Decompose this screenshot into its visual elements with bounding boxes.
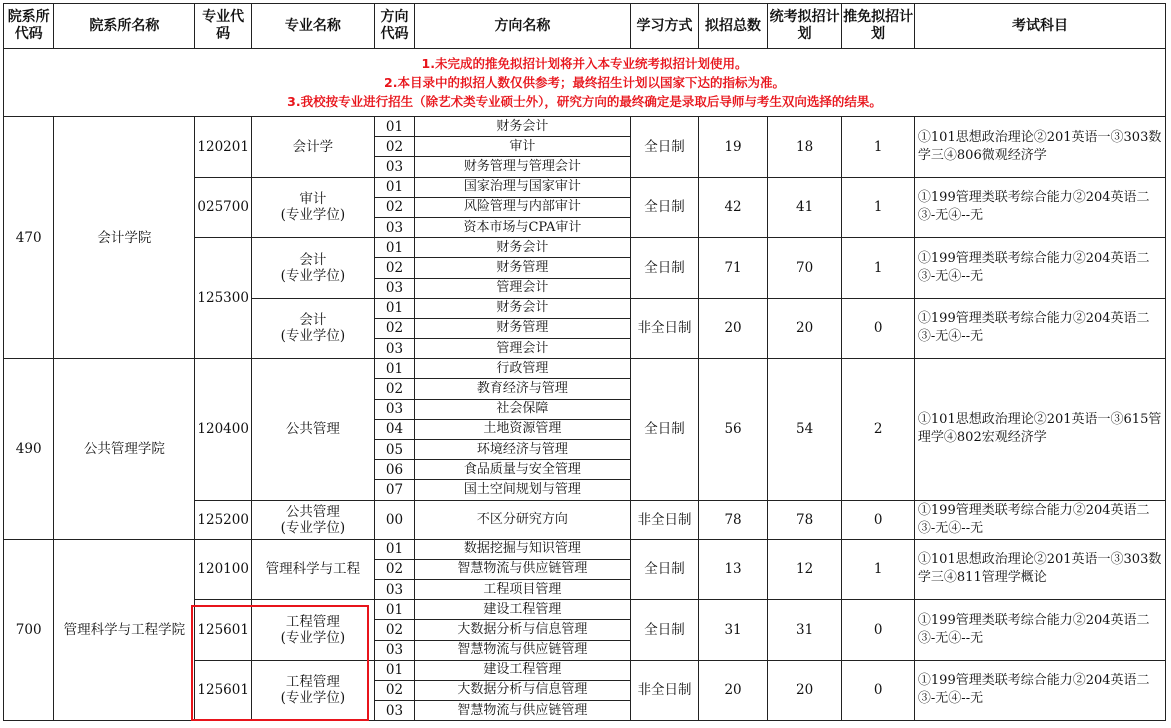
major-name xyxy=(251,117,374,178)
direction-code: 02 xyxy=(374,197,414,217)
direction-code: 01 xyxy=(374,177,414,197)
major-code: 125300 xyxy=(195,238,251,359)
exam-subjects: ①199管理类联考综合能力②204英语二③-无④--无 xyxy=(914,600,1165,661)
cell-text: 会计学 xyxy=(292,138,334,155)
dept-code: 490 xyxy=(4,359,54,539)
header-major-code: 专业代码 xyxy=(195,4,251,49)
major-code: 025700 xyxy=(195,177,251,238)
total-count: 42 xyxy=(699,177,768,238)
direction-name: 大数据分析与信息管理 xyxy=(415,620,631,640)
header-exam-plan: 统考拟招计划 xyxy=(767,4,842,49)
direction-code: 06 xyxy=(374,460,414,480)
direction-code: 03 xyxy=(374,339,414,359)
note-2: 2.本目录中的拟招人数仅供参考；最终招生计划以国家下达的指标为准。 xyxy=(384,75,785,90)
recommend-plan: 1 xyxy=(842,539,915,600)
recommend-plan: 1 xyxy=(842,238,915,299)
direction-name: 财务管理与管理会计 xyxy=(415,157,631,177)
direction-name: 管理会计 xyxy=(415,339,631,359)
direction-code: 03 xyxy=(374,701,414,721)
cell-text: (专业学位) xyxy=(280,207,346,224)
direction-name: 财务会计 xyxy=(415,117,631,137)
direction-name: 智慧物流与供应链管理 xyxy=(415,701,631,721)
cell-text: 公共管理 xyxy=(285,503,340,520)
direction-name: 国家治理与国家审计 xyxy=(415,177,631,197)
direction-code: 01 xyxy=(374,117,414,137)
cell-text: 公共管理 xyxy=(285,421,340,438)
table-row xyxy=(4,359,1166,379)
direction-code: 01 xyxy=(374,298,414,318)
total-count: 20 xyxy=(699,298,768,359)
direction-code: 04 xyxy=(374,419,414,439)
header-dept-code: 院系所代码 xyxy=(4,4,54,49)
study-mode: 全日制 xyxy=(630,539,699,600)
major-name xyxy=(251,539,374,600)
direction-name: 财务管理 xyxy=(415,318,631,338)
exam-plan: 41 xyxy=(767,177,842,238)
cell-text: 工程管理 xyxy=(285,613,340,630)
total-count: 19 xyxy=(699,117,768,178)
direction-name: 环境经济与管理 xyxy=(415,440,631,460)
direction-name: 建设工程管理 xyxy=(415,660,631,680)
exam-plan: 20 xyxy=(767,660,842,721)
major-code: 125601 xyxy=(195,600,251,661)
catalog-table xyxy=(3,3,1166,721)
header-total: 拟招总数 xyxy=(699,4,768,49)
notes-row xyxy=(4,49,1166,117)
direction-code: 02 xyxy=(374,379,414,399)
direction-code: 02 xyxy=(374,620,414,640)
recommend-plan: 0 xyxy=(842,660,915,721)
direction-name: 财务会计 xyxy=(415,238,631,258)
direction-code: 03 xyxy=(374,217,414,237)
exam-plan: 54 xyxy=(767,359,842,500)
recommend-plan: 2 xyxy=(842,359,915,500)
direction-code: 01 xyxy=(374,539,414,559)
notes-cell xyxy=(4,49,1166,117)
cell-text: (专业学位) xyxy=(280,690,346,707)
direction-code: 03 xyxy=(374,579,414,599)
direction-name: 教育经济与管理 xyxy=(415,379,631,399)
direction-name: 工程项目管理 xyxy=(415,579,631,599)
exam-subjects: ①199管理类联考综合能力②204英语二③-无④--无 xyxy=(914,177,1165,238)
exam-plan: 18 xyxy=(767,117,842,178)
exam-subjects: ①101思想政治理论②201英语一③303数学三④811管理学概论 xyxy=(914,539,1165,600)
direction-name: 资本市场与CPA审计 xyxy=(415,217,631,237)
direction-name: 财务会计 xyxy=(415,298,631,318)
major-code: 120100 xyxy=(195,539,251,600)
direction-code: 01 xyxy=(374,359,414,379)
direction-code: 07 xyxy=(374,480,414,500)
total-count: 56 xyxy=(699,359,768,500)
major-name xyxy=(251,660,374,721)
study-mode: 全日制 xyxy=(630,600,699,661)
recommend-plan: 0 xyxy=(842,298,915,359)
cell-text: (专业学位) xyxy=(280,267,346,284)
direction-name: 审计 xyxy=(415,137,631,157)
exam-plan: 70 xyxy=(767,238,842,299)
major-name xyxy=(251,177,374,238)
major-name xyxy=(251,600,374,661)
direction-name: 风险管理与内部审计 xyxy=(415,197,631,217)
major-name xyxy=(251,238,374,299)
exam-subjects: ①101思想政治理论②201英语一③615管理学④802宏观经济学 xyxy=(914,359,1165,500)
header-study-mode: 学习方式 xyxy=(630,4,699,49)
cell-text: (专业学位) xyxy=(280,519,346,536)
study-mode: 全日制 xyxy=(630,177,699,238)
header-row xyxy=(4,4,1166,49)
total-count: 13 xyxy=(699,539,768,600)
dept-code: 700 xyxy=(4,539,54,721)
direction-name: 建设工程管理 xyxy=(415,600,631,620)
exam-plan: 78 xyxy=(767,500,842,539)
direction-code: 01 xyxy=(374,600,414,620)
header-major-name: 专业名称 xyxy=(251,4,374,49)
exam-subjects: ①199管理类联考综合能力②204英语二③-无④--无 xyxy=(914,298,1165,359)
direction-code: 02 xyxy=(374,318,414,338)
cell-text: 审计 xyxy=(299,191,327,208)
dept-name: 公共管理学院 xyxy=(54,359,195,539)
exam-plan: 20 xyxy=(767,298,842,359)
dept-code: 470 xyxy=(4,117,54,359)
direction-name: 食品质量与安全管理 xyxy=(415,460,631,480)
exam-subjects: ①199管理类联考综合能力②204英语二③-无④--无 xyxy=(914,500,1165,539)
cell-text: 管理科学与工程 xyxy=(265,561,361,578)
study-mode: 非全日制 xyxy=(630,660,699,721)
cell-text: 会计 xyxy=(299,251,327,268)
exam-subjects: ①199管理类联考综合能力②204英语二③-无④--无 xyxy=(914,660,1165,721)
cell-text: 工程管理 xyxy=(285,674,340,691)
recommend-plan: 0 xyxy=(842,500,915,539)
study-mode: 全日制 xyxy=(630,359,699,500)
direction-code: 03 xyxy=(374,640,414,660)
major-code: 125601 xyxy=(195,660,251,721)
direction-code: 03 xyxy=(374,278,414,298)
direction-code: 02 xyxy=(374,680,414,700)
recommend-plan: 1 xyxy=(842,177,915,238)
direction-name: 数据挖掘与知识管理 xyxy=(415,539,631,559)
total-count: 31 xyxy=(699,600,768,661)
exam-subjects: ①199管理类联考综合能力②204英语二③-无④--无 xyxy=(914,238,1165,299)
direction-name: 智慧物流与供应链管理 xyxy=(415,559,631,579)
direction-code: 03 xyxy=(374,157,414,177)
study-mode: 非全日制 xyxy=(630,500,699,539)
header-exam-subjects: 考试科目 xyxy=(914,4,1165,49)
table-row xyxy=(4,539,1166,559)
study-mode: 全日制 xyxy=(630,117,699,178)
exam-plan: 12 xyxy=(767,539,842,600)
header-direction-name: 方向名称 xyxy=(415,4,631,49)
total-count: 20 xyxy=(699,660,768,721)
study-mode: 全日制 xyxy=(630,238,699,299)
cell-text: (专业学位) xyxy=(280,629,346,646)
major-code: 120201 xyxy=(195,117,251,178)
recommend-plan: 1 xyxy=(842,117,915,178)
direction-code: 02 xyxy=(374,258,414,278)
exam-subjects: ①101思想政治理论②201英语一③303数学三④806微观经济学 xyxy=(914,117,1165,178)
total-count: 78 xyxy=(699,500,768,539)
direction-name: 财务管理 xyxy=(415,258,631,278)
direction-name: 社会保障 xyxy=(415,399,631,419)
study-mode: 非全日制 xyxy=(630,298,699,359)
cell-text: (专业学位) xyxy=(280,328,346,345)
direction-name: 管理会计 xyxy=(415,278,631,298)
major-code: 120400 xyxy=(195,359,251,500)
direction-name: 智慧物流与供应链管理 xyxy=(415,640,631,660)
direction-code: 02 xyxy=(374,559,414,579)
header-dept-name: 院系所名称 xyxy=(54,4,195,49)
direction-code: 02 xyxy=(374,137,414,157)
total-count: 71 xyxy=(699,238,768,299)
note-1: 1.未完成的推免拟招计划将并入本专业统考拟招计划使用。 xyxy=(421,56,748,71)
recommend-plan: 0 xyxy=(842,600,915,661)
direction-code: 00 xyxy=(374,500,414,539)
cell-text: 会计 xyxy=(299,312,327,329)
major-code: 125200 xyxy=(195,500,251,539)
direction-name: 行政管理 xyxy=(415,359,631,379)
dept-name: 管理科学与工程学院 xyxy=(54,539,195,721)
direction-name: 大数据分析与信息管理 xyxy=(415,680,631,700)
header-recommend-plan: 推免拟招计划 xyxy=(842,4,915,49)
direction-code: 03 xyxy=(374,399,414,419)
direction-code: 01 xyxy=(374,238,414,258)
note-3: 3.我校按专业进行招生（除艺术类专业硕士外），研究方向的最终确定是录取后导师与考生双向选择的结果。 xyxy=(287,94,882,109)
dept-name: 会计学院 xyxy=(54,117,195,359)
direction-name: 国土空间规划与管理 xyxy=(415,480,631,500)
major-name xyxy=(251,500,374,539)
major-name xyxy=(251,298,374,359)
direction-name: 不区分研究方向 xyxy=(415,500,631,539)
table-row xyxy=(4,117,1166,137)
major-name xyxy=(251,359,374,500)
header-direction-code: 方向代码 xyxy=(374,4,414,49)
direction-code: 05 xyxy=(374,440,414,460)
direction-name: 土地资源管理 xyxy=(415,419,631,439)
exam-plan: 31 xyxy=(767,600,842,661)
direction-code: 01 xyxy=(374,660,414,680)
